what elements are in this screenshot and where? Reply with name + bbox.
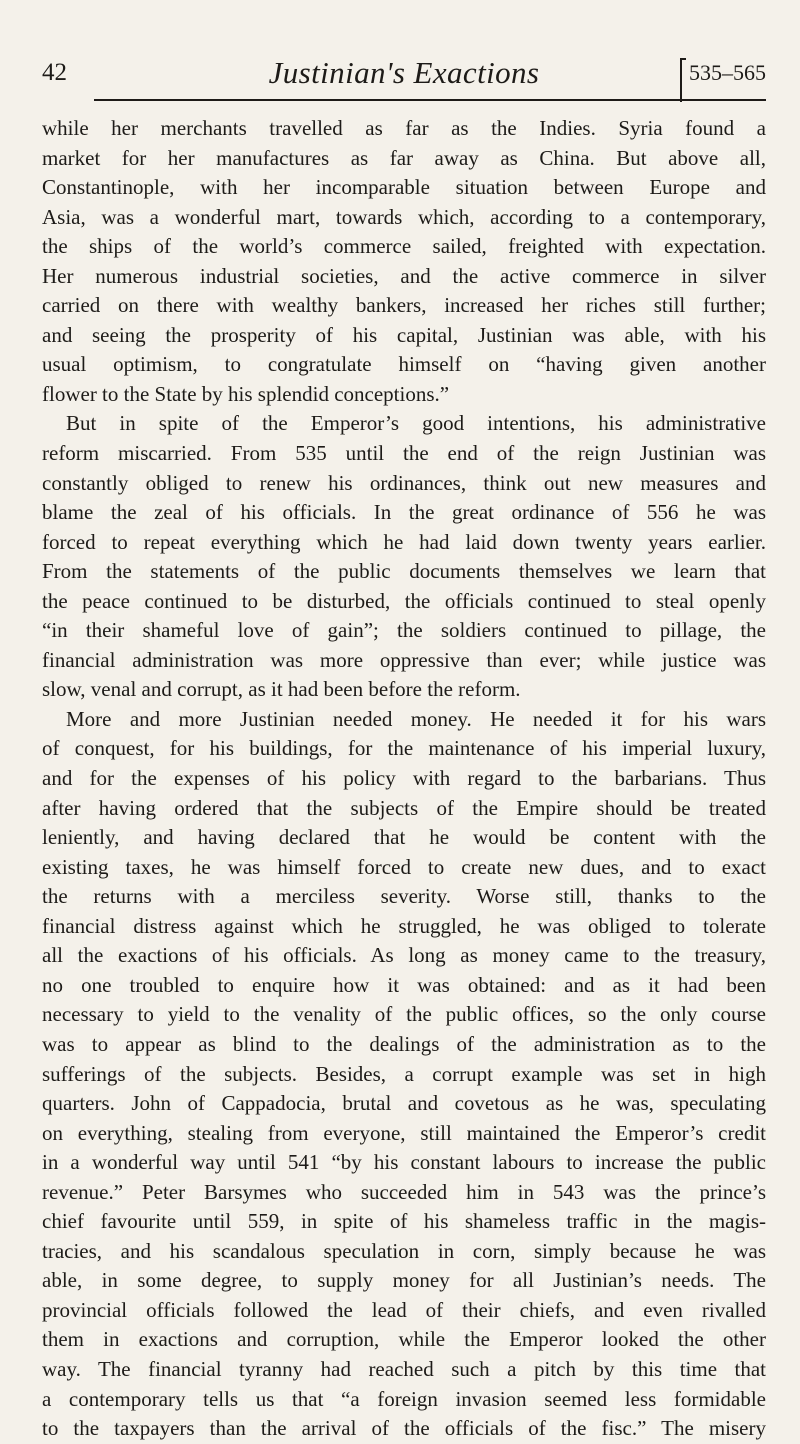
page-header [42, 55, 766, 94]
text-line: chief favourite until 559, in spite of his shameless traffic in the magis- [42, 1209, 766, 1234]
date-range: 535–565 [680, 58, 766, 88]
text-line: slow, venal and corrupt, as it had been before the reform. [42, 677, 521, 702]
text-line: reform miscarried. From 535 until the end of the reign Justinian was [42, 441, 766, 466]
text-line: them in exactions and corruption, while the Emperor looked the other [42, 1327, 766, 1352]
text-line: Her numerous industrial societies, and the active commerce in silver [42, 263, 766, 288]
text-line: the returns with a merciless severity. Worse still, thanks to the [42, 884, 766, 909]
text-line: while her merchants travelled as far as the Indies. Syria found a [42, 116, 766, 140]
text-line: From the statements of the public documents themselves we learn that [42, 559, 766, 584]
text-line: the peace continued to be disturbed, the officials continued to steal openly [42, 588, 766, 613]
text-line: Constantinople, with her incomparable situation between Europe and [42, 175, 766, 200]
text-line: the ships of the world’s commerce sailed, freighted with expectation. [42, 234, 766, 259]
text-line: “in their shameful love of gain”; the soldiers continued to pillage, the [42, 618, 766, 643]
text-line: tracies, and his scandalous speculation in corn, simply because he was [42, 1238, 766, 1263]
running-title: Justinian's Exactions [268, 55, 540, 90]
text-line: and seeing the prosperity of his capital, Justinian was able, with his [42, 322, 766, 347]
text-line: quarters. John of Cappadocia, brutal and covetous as he was, speculating [42, 1091, 766, 1116]
page-number: 42 [42, 59, 67, 86]
text-line: and for the expenses of his policy with regard to the barbarians. Thus [42, 766, 766, 791]
text-line: necessary to yield to the venality of the public offices, so the only course [42, 1002, 766, 1027]
text-line: was to appear as blind to the dealings of the administration as to the [42, 1031, 766, 1056]
text-line: Asia, was a wonderful mart, towards which, according to a contemporary, [42, 204, 766, 229]
text-line: to the taxpayers than the arrival of the officials of the fisc.” The misery [42, 1416, 766, 1441]
text-line: market for her manufactures as far away as China. But above all, [42, 145, 766, 170]
header-rule [94, 99, 766, 101]
text-line: leniently, and having declared that he would be content with the [42, 825, 766, 850]
text-line: provincial officials followed the lead of their chiefs, and even rivalled [42, 1297, 766, 1322]
text-line: of conquest, for his buildings, for the maintenance of his imperial luxury, [42, 736, 766, 761]
text-line: flower to the State by his splendid conceptions.” [42, 381, 450, 406]
text-line: on everything, stealing from everyone, still maintained the Emperor’s credit [42, 1120, 766, 1145]
text-line: in a wonderful way until 541 “by his constant labours to increase the public [42, 1150, 766, 1175]
body-text [42, 114, 766, 1444]
text-line: sufferings of the subjects. Besides, a corrupt example was set in high [42, 1061, 766, 1086]
text-line: a contemporary tells us that “a foreign invasion seemed less formidable [42, 1386, 766, 1411]
text-line: forced to repeat everything which he had laid down twenty years earlier. [42, 529, 766, 554]
text-line: revenue.” Peter Barsymes who succeeded him in 543 was the prince’s [42, 1179, 766, 1204]
text-line: carried on there with wealthy bankers, increased her riches still further; [42, 293, 766, 318]
text-line: blame the zeal of his officials. In the great ordinance of 556 he was [42, 500, 766, 525]
text-line: usual optimism, to congratulate himself on “having given another [42, 352, 766, 377]
text-line: way. The financial tyranny had reached such a pitch by this time that [42, 1356, 766, 1381]
text-line: financial distress against which he struggled, he was obliged to tolerate [42, 913, 766, 938]
text-line: after having ordered that the subjects of the Empire should be treated [42, 795, 766, 820]
text-line: existing taxes, he was himself forced to create new dues, and to exact [42, 854, 766, 879]
text-line: all the exactions of his officials. As long as money came to the treasury, [42, 943, 766, 968]
text-line: financial administration was more oppressive than ever; while justice was [42, 647, 766, 672]
text-line: More and more Justinian needed money. He needed it for his wars [66, 706, 766, 731]
text-line: But in spite of the Emperor’s good intentions, his administrative [66, 411, 766, 436]
text-line: no one troubled to enquire how it was obtained: and as it had been [42, 972, 766, 997]
text-line: able, in some degree, to supply money for all Justinian’s needs. The [42, 1268, 766, 1293]
text-line: constantly obliged to renew his ordinances, think out new measures and [42, 470, 766, 495]
